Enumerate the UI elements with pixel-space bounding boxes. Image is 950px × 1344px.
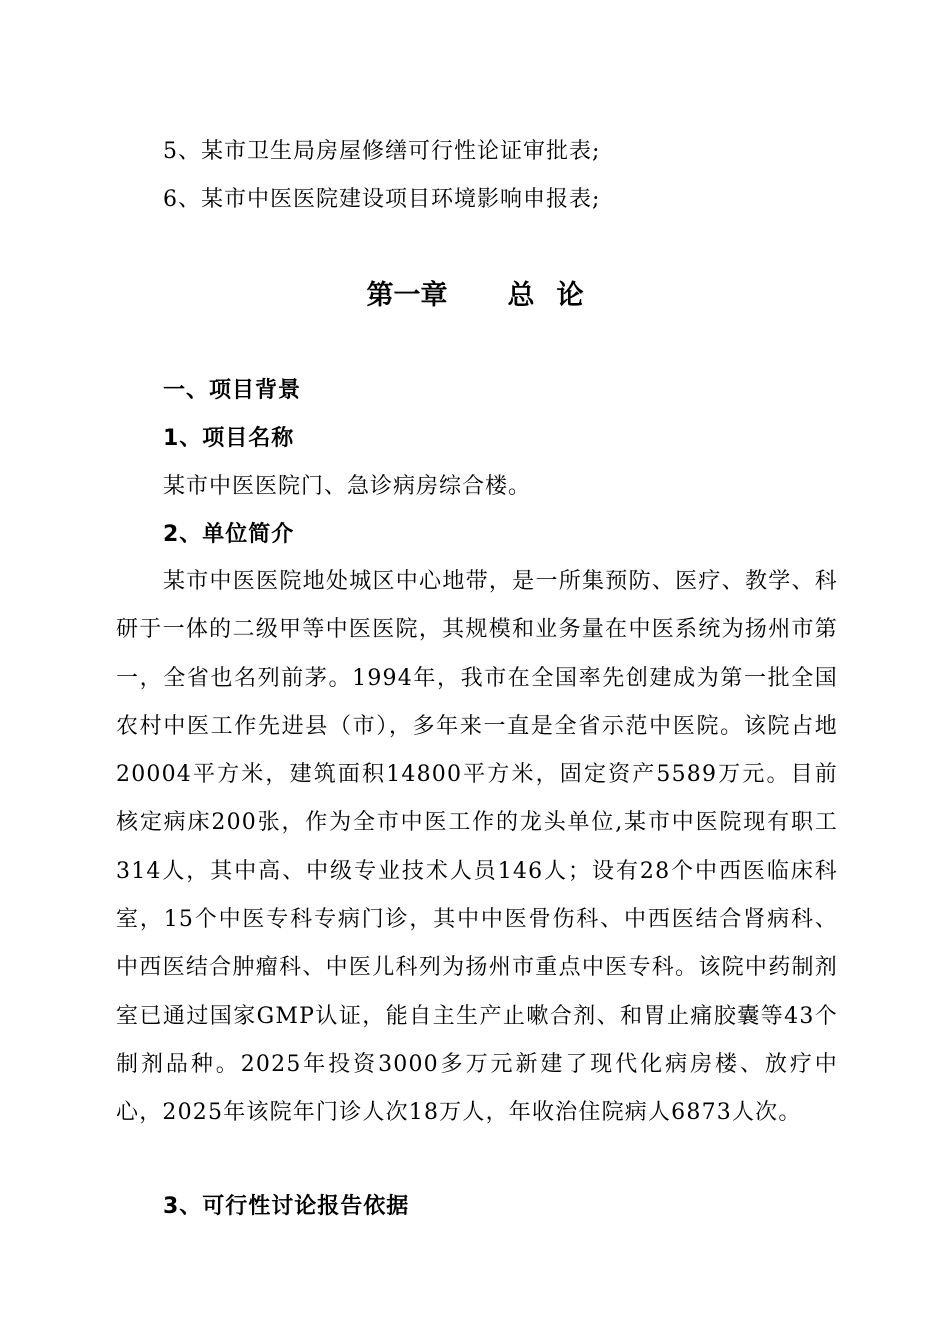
list-item-6: 6、某市中医医院建设项目环境影响申报表; <box>163 187 601 212</box>
subheading-project-name: 1、项目名称 <box>163 426 295 451</box>
unit-intro-paragraph: 某市中医医院地处城区中心地带，是一所集预防、医疗、教学、科研于一体的二级甲等中医医院，其规模和业务量在中医系统为扬州市第一，全省也名列前茅。1994年，我市在全国率先创建成为第一批全国农村中医工作先进县（市），多年来一直是全省示范中医院。该院占地20004平方米，建筑面积14800平方米，固定资产5589万元。目前核定病床200张，作为全市中医工作的龙头单位,某市中医院现有职工314人，其中高、中级专业技术人员146人；设有28个中西医临床科室，15个中医专科专病门诊，其中中医骨伤科、中西医结合肾病科、中西医结合肿瘤科、中医儿科列为扬州市重点中医专科。该院中药制剂室已通过国家GMP认证，能自主生产止嗽合剂、和胃止痛胶囊等43个制剂品种。2025年投资3000多万元新建了现代化病房楼、放疗中心，2025年该院年门诊人次18万人，年收治住院病人6873人次。 <box>116 569 838 1126</box>
list-item-5: 5、某市卫生局房屋修缮可行性论证审批表; <box>163 139 601 164</box>
chapter-number: 第一章 <box>366 280 448 311</box>
chapter-title-part1: 总 <box>507 280 535 311</box>
chapter-title-part2: 论 <box>556 280 584 311</box>
subheading-report-basis: 3、可行性讨论报告依据 <box>163 1194 410 1219</box>
section-heading-background: 一、项目背景 <box>163 378 302 403</box>
subheading-unit-intro: 2、单位简介 <box>163 522 295 547</box>
project-name-text: 某市中医医院门、急诊病房综合楼。 <box>163 474 532 499</box>
chapter-title <box>0 272 950 320</box>
